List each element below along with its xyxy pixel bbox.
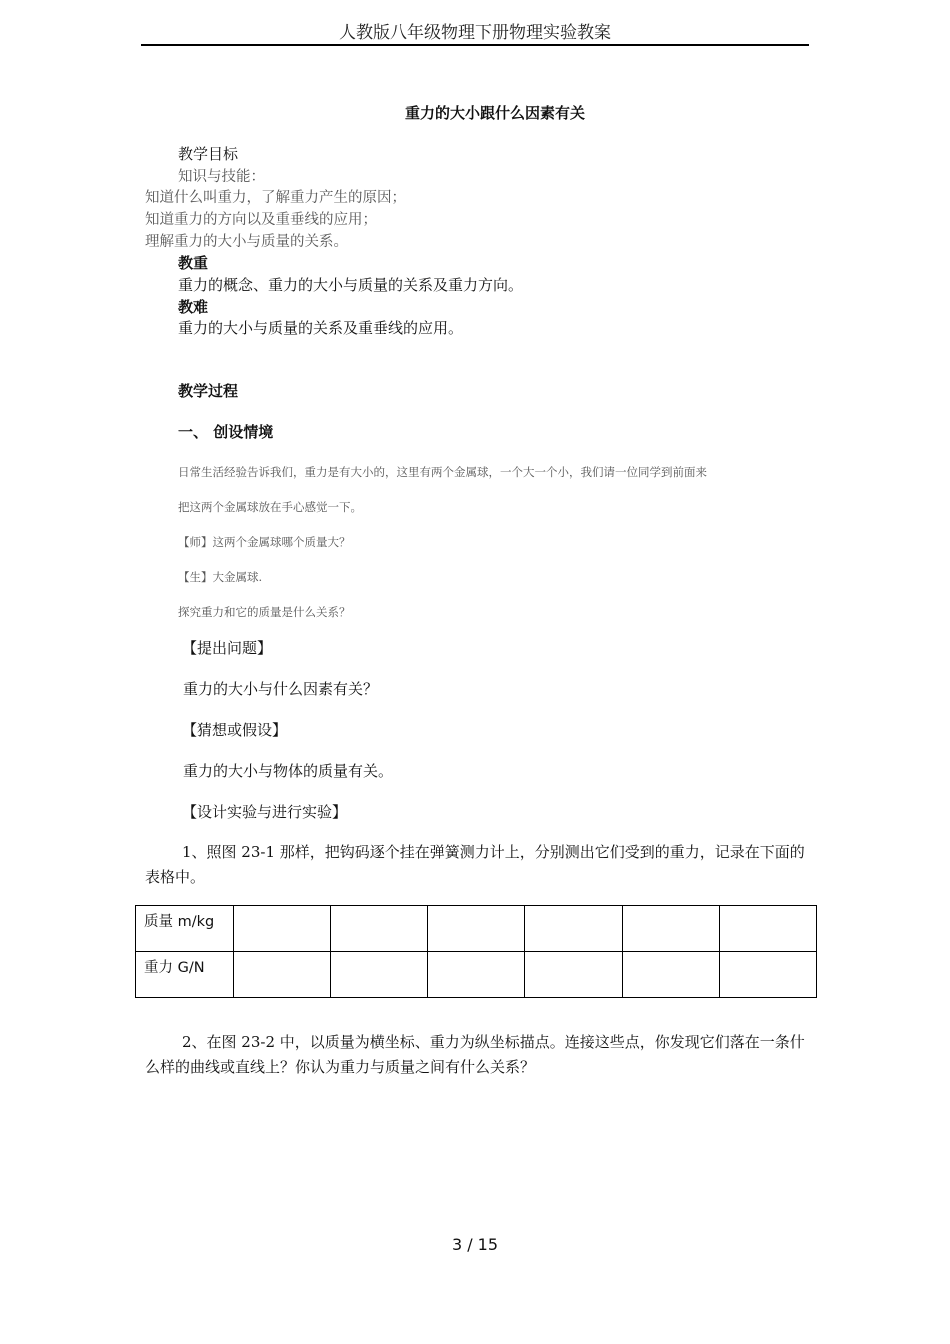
header-rule — [141, 44, 809, 46]
page-header: 人教版八年级物理下册物理实验教案 — [339, 23, 611, 43]
guess-text: 重力的大小与物体的质量有关。 — [183, 762, 394, 780]
difficulty-text: 重力的大小与质量的关系及重垂线的应用。 — [178, 319, 464, 337]
process-heading: 教学过程 — [178, 382, 239, 400]
table-cell — [525, 906, 622, 952]
table-row — [136, 906, 817, 952]
step1-paragraph: 1、照图 23-1 那样，把钩码逐个挂在弹簧测力计上，分别测出它们受到的重力，记录在下面的表格中。 — [145, 843, 805, 886]
step2-paragraph: 2、在图 23-2 中，以质量为横坐标、重力为纵坐标描点。连接这些点，你发现它们落在一条什么样的曲线或直线上？你认为重力与质量之间有什么关系？ — [145, 1033, 805, 1076]
table-cell — [719, 952, 816, 998]
table-cell — [719, 906, 816, 952]
objective-item: 知道重力的方向以及重垂线的应用； — [145, 212, 377, 228]
objective-item: 理解重力的大小与质量的关系。 — [145, 234, 348, 250]
table-cell — [428, 952, 525, 998]
key-point-label: 教重 — [178, 254, 209, 272]
table-row-label: 重力 G/N — [136, 952, 234, 998]
design-label: 【设计实验与进行实验】 — [182, 803, 348, 821]
section-heading: 一、 创设情境 — [178, 423, 274, 441]
table-row — [136, 952, 817, 998]
table-cell — [622, 906, 719, 952]
scenario-line: 探究重力和它的质量是什么关系？ — [178, 605, 351, 619]
table-cell — [234, 952, 331, 998]
scenario-line: 日常生活经验告诉我们，重力是有大小的，这里有两个金属球，一个大一个小，我们请一位同学到前面来 — [178, 465, 707, 479]
page-number: 3 / 15 — [451, 1235, 499, 1254]
objectives-heading: 教学目标 — [178, 145, 239, 163]
guess-label: 【猜想或假设】 — [182, 721, 288, 739]
data-table — [135, 905, 817, 998]
difficulty-label: 教难 — [178, 298, 209, 316]
ask-label: 【提出问题】 — [182, 639, 273, 657]
key-point-text: 重力的概念、重力的大小与质量的关系及重力方向。 — [178, 276, 524, 294]
ask-text: 重力的大小与什么因素有关？ — [183, 680, 379, 698]
table-cell — [525, 952, 622, 998]
document-title: 重力的大小跟什么因素有关 — [404, 104, 585, 122]
table-cell — [331, 952, 428, 998]
table-cell — [622, 952, 719, 998]
table-cell — [428, 906, 525, 952]
table-cell — [331, 906, 428, 952]
objective-item: 知道什么叫重力，了解重力产生的原因； — [145, 190, 406, 206]
scenario-line: 【生】大金属球. — [178, 570, 263, 584]
scenario-line: 把这两个金属球放在手心感觉一下。 — [178, 500, 362, 514]
objectives-subheading: 知识与技能： — [178, 169, 265, 185]
scenario-line: 【师】这两个金属球哪个质量大？ — [178, 535, 351, 549]
table-row-label: 质量 m/kg — [136, 906, 234, 952]
table-cell — [234, 906, 331, 952]
